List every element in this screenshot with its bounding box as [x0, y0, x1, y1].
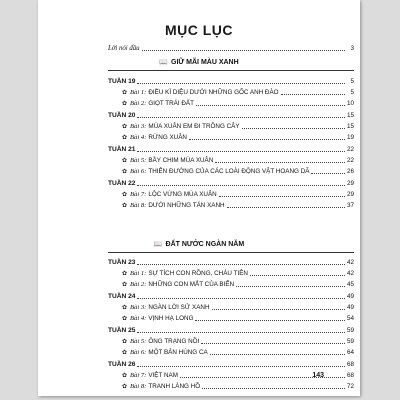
toc-page-number: 49 — [346, 304, 354, 311]
lesson-title: THIÊN ĐƯỜNG CỦA CÁC LOÀI ĐỘNG VẬT HOANG DÃ — [148, 168, 310, 175]
dot-leader — [219, 196, 345, 197]
toc-page-number: 42 — [346, 270, 354, 277]
lesson-number: Bài 4: — [130, 134, 147, 141]
lesson-number: Bài 6: — [130, 168, 147, 175]
toc-page-number: 45 — [346, 281, 354, 288]
dot-leader — [250, 275, 345, 276]
toc-intro-row[interactable] — [108, 44, 354, 53]
toc-lesson-row[interactable] — [122, 382, 354, 391]
dot-leader — [195, 320, 345, 321]
flower-bullet-icon: ✿ — [122, 350, 128, 356]
toc-page-number: 29 — [346, 180, 354, 187]
section-title: ĐẤT NƯỚC NGÀN NĂM — [165, 241, 245, 248]
toc-page-number: 22 — [346, 157, 354, 164]
toc-week-row[interactable] — [108, 145, 354, 154]
dot-leader — [137, 366, 345, 367]
toc-lesson-row[interactable] — [122, 280, 354, 289]
dot-leader — [210, 354, 345, 355]
lesson-title: MÙA XUÂN EM ĐI TRỒNG CÂY — [148, 123, 240, 130]
section-divider — [108, 70, 354, 71]
flower-bullet-icon: ✿ — [122, 101, 128, 107]
lesson-number: Bài 3: — [130, 123, 147, 130]
page-title: MỤC LỤC — [164, 22, 234, 38]
toc-week-row[interactable] — [108, 111, 354, 120]
toc-week-row[interactable] — [108, 77, 354, 86]
dot-leader — [137, 83, 345, 84]
toc-page-number: 72 — [346, 383, 354, 390]
lesson-title: NGÀN LỜI SỬ XANH — [148, 304, 210, 311]
toc-page-number: 68 — [346, 372, 354, 379]
week-label: TUẦN 19 — [108, 78, 136, 85]
dot-leader — [196, 105, 345, 106]
lesson-title: ÔNG TRẠNG NỒI — [148, 338, 200, 345]
dot-leader — [142, 50, 345, 51]
toc-page-number: 54 — [346, 315, 354, 322]
flower-bullet-icon: ✿ — [122, 384, 128, 390]
lesson-title: GIỌT TRÁI ĐẤT — [148, 100, 194, 107]
toc-page-number: 42 — [346, 259, 354, 266]
toc-week-row[interactable] — [108, 292, 354, 301]
lesson-number: Bài 2: — [130, 100, 147, 107]
dot-leader — [137, 117, 345, 118]
flower-bullet-icon: ✿ — [122, 339, 128, 345]
flower-bullet-icon: ✿ — [122, 203, 128, 209]
toc-lesson-row[interactable] — [122, 348, 354, 357]
toc-lesson-row[interactable] — [122, 122, 354, 131]
flower-bullet-icon: ✿ — [122, 373, 128, 379]
toc-page-number: 15 — [346, 112, 354, 119]
lesson-title: MỘT BẢN HÙNG CA — [148, 349, 208, 356]
flower-bullet-icon: ✿ — [122, 158, 128, 164]
lesson-number: Bài 7: — [130, 372, 147, 379]
dot-leader — [281, 94, 345, 95]
week-label: TUẦN 23 — [108, 259, 136, 266]
week-label: TUẦN 20 — [108, 112, 136, 119]
toc-page-number: 59 — [346, 338, 354, 345]
toc-week-row[interactable] — [108, 179, 354, 188]
week-label: TUẦN 21 — [108, 146, 136, 153]
lesson-number: Bài 5: — [130, 157, 147, 164]
toc-page-number: 19 — [346, 134, 354, 141]
flower-bullet-icon: ✿ — [122, 135, 128, 141]
toc-page-number: 49 — [346, 293, 354, 300]
lesson-title: SỰ TÍCH CON RỒNG, CHÁU TIÊN — [148, 270, 248, 277]
toc-page-number: 15 — [346, 123, 354, 130]
toc-page-number: 10 — [346, 100, 354, 107]
section-title: GIỮ MÃI MÀU XANH — [171, 59, 239, 66]
flower-bullet-icon: ✿ — [122, 316, 128, 322]
toc-lesson-row[interactable] — [122, 190, 354, 199]
book-icon: 📖 — [153, 241, 163, 248]
lesson-number: Bài 1: — [130, 270, 147, 277]
toc-lesson-row[interactable] — [122, 156, 354, 165]
week-label: TUẦN 25 — [108, 327, 136, 334]
toc-page-number: 3 — [350, 45, 354, 52]
toc-page-number: 64 — [346, 349, 354, 356]
toc-page-number: 22 — [346, 146, 354, 153]
toc-page-number: 5 — [350, 89, 354, 96]
toc-lesson-row[interactable] — [122, 99, 354, 108]
dot-leader — [137, 298, 345, 299]
lesson-title: VIỆT NAM — [148, 372, 178, 379]
toc-page-number: 5 — [350, 78, 354, 85]
toc-lesson-row[interactable] — [122, 371, 354, 380]
section-heading — [38, 58, 360, 66]
dot-leader — [137, 264, 345, 265]
toc-lesson-row[interactable] — [122, 88, 354, 97]
lesson-number: Bài 8: — [130, 202, 147, 209]
week-label: TUẦN 26 — [108, 361, 136, 368]
dot-leader — [180, 377, 345, 378]
toc-intro-label: Lời nói đầu — [108, 45, 140, 52]
dot-leader — [242, 128, 345, 129]
toc-lesson-row[interactable] — [122, 314, 354, 323]
toc-lesson-row[interactable] — [122, 303, 354, 312]
toc-lesson-row[interactable] — [122, 337, 354, 346]
toc-page-number: 68 — [346, 361, 354, 368]
lesson-number: Bài 1: — [130, 89, 147, 96]
flower-bullet-icon: ✿ — [122, 192, 128, 198]
section-divider — [108, 252, 354, 253]
toc-page-number: 26 — [346, 168, 354, 175]
lesson-number: Bài 6: — [130, 349, 147, 356]
dot-leader — [137, 185, 345, 186]
dot-leader — [215, 162, 345, 163]
lesson-title: BẦY CHIM MÙA XUÂN — [148, 157, 214, 164]
flower-bullet-icon: ✿ — [122, 124, 128, 130]
week-label: TUẦN 24 — [108, 293, 136, 300]
lesson-number: Bài 4: — [130, 315, 147, 322]
toc-week-row[interactable] — [108, 360, 354, 369]
dot-leader — [227, 207, 345, 208]
lesson-number: Bài 8: — [130, 383, 147, 390]
toc-lesson-row[interactable] — [122, 167, 354, 176]
lesson-title: VỊNH HẠ LONG — [148, 315, 194, 322]
lesson-number: Bài 5: — [130, 338, 147, 345]
flower-bullet-icon: ✿ — [122, 169, 128, 175]
dot-leader — [311, 173, 345, 174]
toc-week-row[interactable] — [108, 258, 354, 267]
dot-leader — [137, 332, 345, 333]
toc-page-number: 37 — [346, 202, 354, 209]
toc-lesson-row[interactable] — [122, 269, 354, 278]
lesson-title: ĐIỀU KÌ DIỆU DƯỚI NHỮNG GỐC ANH ĐÀO — [148, 89, 279, 96]
flower-bullet-icon: ✿ — [122, 282, 128, 288]
lesson-number: Bài 2: — [130, 281, 147, 288]
lesson-number: Bài 3: — [130, 304, 147, 311]
section-heading — [38, 240, 360, 248]
book-icon: 📖 — [159, 59, 169, 66]
flower-bullet-icon: ✿ — [122, 305, 128, 311]
dot-leader — [202, 388, 345, 389]
dot-leader — [189, 139, 345, 140]
lesson-title: LỘC VỪNG MÙA XUÂN — [148, 191, 217, 198]
week-label: TUẦN 22 — [108, 180, 136, 187]
lesson-title: DƯỚI NHỮNG TÁN XANH — [148, 202, 225, 209]
lesson-title: NHỮNG CON MẮT CỦA BIỂN — [148, 281, 235, 288]
dot-leader — [201, 343, 345, 344]
lesson-title: RỪNG XUÂN — [148, 134, 187, 141]
document-page — [38, 0, 360, 396]
toc-page-number: 29 — [346, 191, 354, 198]
toc-week-row[interactable] — [108, 326, 354, 335]
flower-bullet-icon: ✿ — [122, 271, 128, 277]
dot-leader — [236, 286, 345, 287]
flower-bullet-icon: ✿ — [122, 90, 128, 96]
lesson-number: Bài 7: — [130, 191, 147, 198]
dot-leader — [137, 151, 345, 152]
page-number-footer: 143 — [312, 372, 324, 379]
toc-lesson-row[interactable] — [122, 201, 354, 210]
toc-lesson-row[interactable] — [122, 133, 354, 142]
dot-leader — [212, 309, 345, 310]
toc-page-number: 59 — [346, 327, 354, 334]
lesson-title: TRANH LÀNG HỒ — [148, 383, 201, 390]
